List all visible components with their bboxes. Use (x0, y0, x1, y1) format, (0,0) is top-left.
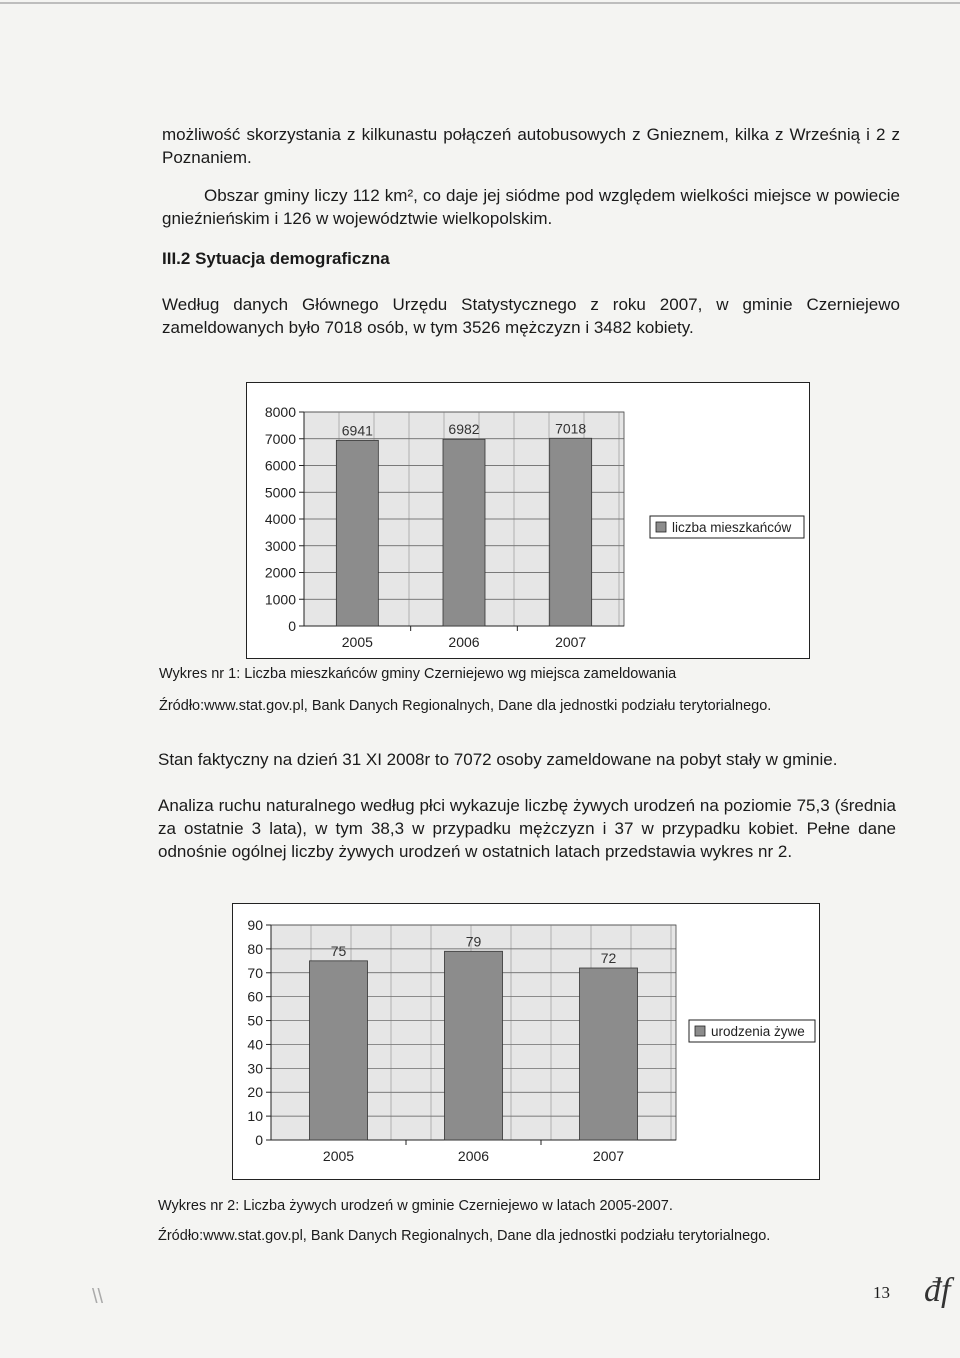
chart2-bar-2007 (580, 968, 638, 1140)
chart-residents (246, 382, 810, 659)
paragraph-transport: możliwość skorzystania z kilkunastu połączeń autobusowych z Gnieznem, kilka z Wrześnią i 2 z Poznaniem. (162, 125, 900, 167)
chart1-data-label-2006: 6982 (448, 421, 480, 438)
chart2-y-tick-label-3: 30 (247, 1060, 263, 1077)
chart-births-svg (233, 904, 819, 1179)
chart2-y-tick-label-1: 10 (247, 1108, 263, 1125)
chart2-bar-2006 (445, 951, 503, 1140)
chart1-y-tick-label-3: 3000 (264, 537, 296, 554)
signature-initials: đf (924, 1272, 951, 1309)
chart2-data-label-2006: 79 (465, 933, 482, 950)
chart1-legend-label: liczba mieszkańców (672, 520, 792, 535)
chart-residents-svg (247, 383, 809, 658)
chart2-source: Źródło:www.stat.gov.pl, Bank Danych Regionalnych, Dane dla jednostki podziału terytorialnego. (158, 1228, 771, 1244)
chart2-legend-label: urodzenia żywe (711, 1024, 805, 1039)
chart1-y-tick-label-6: 6000 (264, 457, 296, 474)
chart2-y-tick-label-0: 0 (255, 1132, 263, 1148)
chart2-y-tick-label-8: 80 (247, 940, 263, 957)
chart1-y-tick-label-8: 8000 (264, 404, 296, 420)
chart1-y-tick-label-2: 2000 (264, 564, 296, 581)
paragraph-area: Obszar gminy liczy 112 km², co daje jej siódme pod względem wielkości miejsce w powiecie gnieźnieńskim i 126 w województwie wielkopolskim. (162, 186, 900, 228)
chart2-y-tick-label-2: 20 (247, 1084, 263, 1101)
chart2-x-tick-label-2007: 2007 (592, 1148, 625, 1164)
chart1-legend-swatch (656, 522, 666, 532)
chart2-y-tick-label-9: 90 (247, 917, 263, 933)
chart1-bar-2006 (443, 439, 485, 626)
chart2-caption: Wykres nr 2: Liczba żywych urodzeń w gminie Czerniejewo w latach 2005-2007. (158, 1198, 673, 1214)
chart2-y-tick-label-4: 40 (247, 1036, 263, 1053)
chart2-legend-swatch (695, 1026, 705, 1036)
chart1-x-tick-label-2006: 2006 (448, 634, 480, 650)
chart1-bar-2005 (336, 440, 378, 626)
top-border-line (0, 2, 960, 4)
chart1-data-label-2007: 7018 (555, 420, 587, 437)
chart1-x-tick-label-2005: 2005 (341, 634, 373, 650)
paragraph-population: Według danych Głównego Urzędu Statystycznego z roku 2007, w gminie Czerniejewo zameldowanych było 7018 osób, w tym 3526 mężczyzn i 3482 kobiety. (162, 295, 900, 337)
chart2-y-tick-label-6: 60 (247, 988, 263, 1005)
chart2-y-tick-label-7: 70 (247, 964, 263, 981)
chart2-bar-2005 (310, 961, 368, 1140)
chart1-bar-2007 (550, 438, 592, 626)
chart1-x-tick-label-2007: 2007 (555, 634, 587, 650)
chart1-y-tick-label-4: 4000 (264, 511, 296, 527)
section-heading: III.2 Sytuacja demograficzna (162, 249, 390, 268)
chart2-x-tick-label-2006: 2006 (457, 1148, 490, 1164)
paragraph-actual-state: Stan faktyczny na dzień 31 XI 2008r to 7072 osoby zameldowane na pobyt stały w gminie. (158, 750, 838, 769)
chart2-y-tick-label-5: 50 (247, 1012, 263, 1029)
chart1-y-tick-label-0: 0 (288, 618, 296, 634)
chart1-y-tick-label-1: 1000 (264, 591, 296, 608)
chart-births (232, 903, 820, 1180)
chart2-data-label-2007: 72 (600, 950, 617, 966)
chart1-caption: Wykres nr 1: Liczba mieszkańców gminy Czerniejewo wg miejsca zameldowania (159, 666, 677, 682)
chart1-y-tick-label-5: 5000 (264, 484, 296, 501)
chart2-x-tick-label-2005: 2005 (322, 1148, 355, 1164)
chart1-source: Źródło:www.stat.gov.pl, Bank Danych Regionalnych, Dane dla jednostki podziału terytorialnego. (159, 698, 772, 714)
chart1-y-tick-label-7: 7000 (264, 430, 296, 447)
paragraph-births: Analiza ruchu naturalnego według płci wykazuje liczbę żywych urodzeń na poziomie 75,3 (średnia za ostatnie 3 lata), w tym 38,3 w przypadku mężczyzn i 37 w przypadku kobiet. Pełne dane odnośnie ogólnej liczby żywych urodzeń w ostatnich latach przedstawia wykres nr 2. (158, 796, 896, 861)
page-number: 13 (873, 1283, 890, 1302)
margin-mark: \\ (92, 1286, 104, 1308)
chart1-data-label-2005: 6941 (341, 422, 373, 439)
chart2-data-label-2005: 75 (330, 942, 347, 959)
